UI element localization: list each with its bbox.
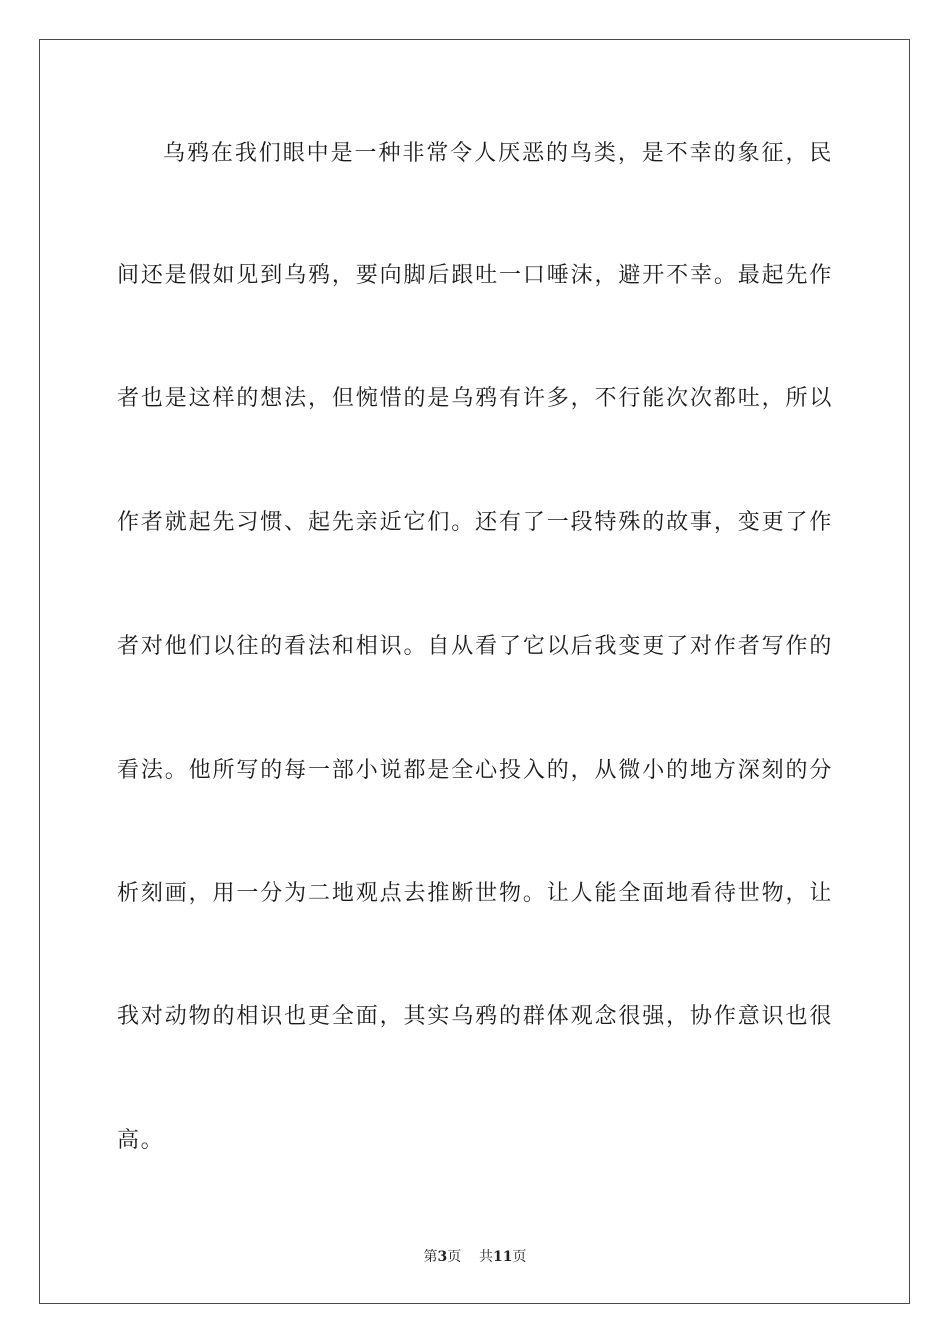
footer-total-suffix: 页	[512, 1249, 527, 1265]
footer-page-number: 3	[437, 1249, 448, 1265]
text-line: 者也是这样的想法，但惋惜的是乌鸦有许多，不行能次次都吐，所以	[117, 386, 833, 411]
footer-total-pages: 11	[493, 1249, 513, 1265]
text-line: 析刻画，用一分为二地观点去推断世物。让人能全面地看待世物，让	[117, 881, 833, 906]
footer-total-prefix: 共	[479, 1249, 494, 1265]
page-border	[39, 39, 910, 1304]
page-footer	[0, 1248, 950, 1266]
text-line: 高。	[117, 1128, 165, 1153]
text-line: 看法。他所写的每一部小说都是全心投入的，从微小的地方深刻的分	[117, 758, 833, 783]
text-line: 间还是假如见到乌鸦，要向脚后跟吐一口唾沫，避开不幸。最起先作	[117, 263, 833, 288]
footer-page-suffix: 页	[447, 1249, 462, 1265]
text-line: 我对动物的相识也更全面，其实乌鸦的群体观念很强，协作意识也很	[117, 1004, 833, 1029]
footer-page-prefix: 第	[423, 1249, 438, 1265]
text-line: 乌鸦在我们眼中是一种非常令人厌恶的鸟类，是不幸的象征，民	[163, 141, 833, 166]
text-line: 者对他们以往的看法和相识。自从看了它以后我变更了对作者写作的	[117, 634, 833, 659]
text-line: 作者就起先习惯、起先亲近它们。还有了一段特殊的故事，变更了作	[117, 510, 833, 535]
